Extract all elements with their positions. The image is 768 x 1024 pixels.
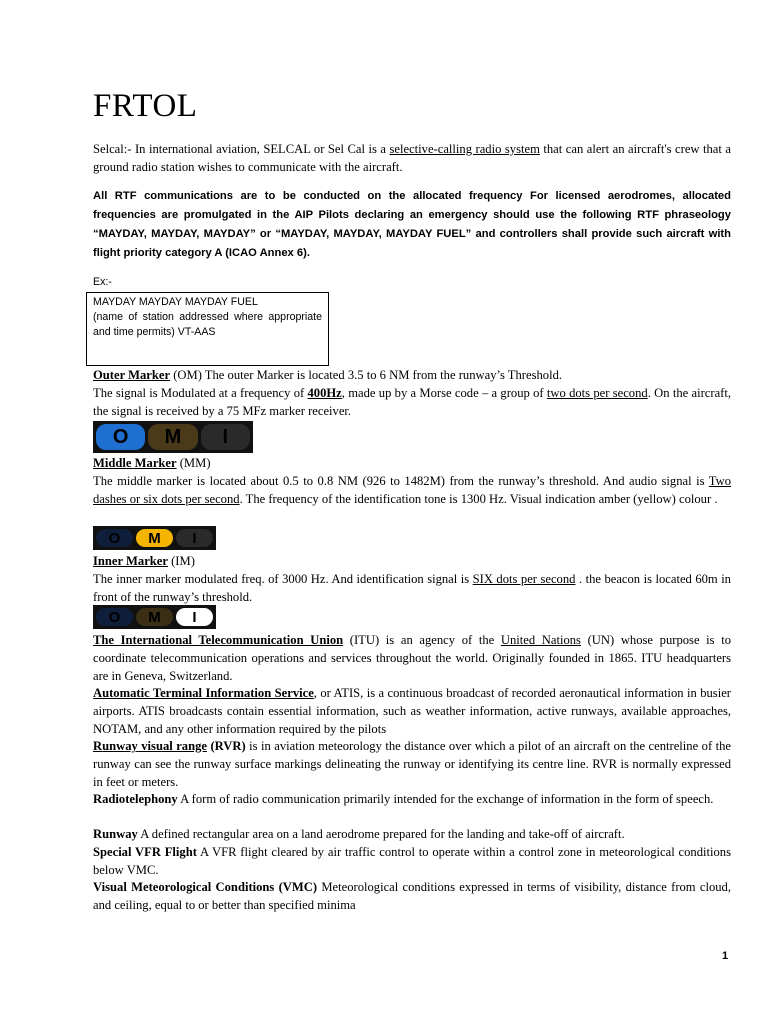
svfr-term: Special VFR Flight (93, 845, 197, 859)
omi-o-lamp: O (96, 529, 133, 547)
omi-indicator-outer (93, 421, 253, 453)
outer-marker-freq: 400Hz (307, 386, 342, 400)
itu-term[interactable]: The International Telecommunication Union (93, 633, 344, 647)
radiotelephony-term: Radiotelephony (93, 792, 178, 806)
example-box (86, 292, 329, 366)
atis-term[interactable]: Automatic Terminal Information Service (93, 686, 314, 700)
outer-marker-pattern: two dots per second (546, 386, 648, 400)
outer-marker-text2: The signal is Modulated at a frequency of (93, 386, 308, 400)
inner-marker-paragraph (93, 552, 731, 606)
selcal-text: Selcal:- In international aviation, SELCAL or Sel Cal is a (93, 142, 390, 156)
atis-paragraph (93, 684, 731, 738)
example-line1: MAYDAY MAYDAY MAYDAY FUEL (93, 296, 258, 308)
rvr-abbr: (RVR) (206, 739, 246, 753)
omi-m-lamp: M (136, 608, 173, 626)
runway-text: A defined rectangular area on a land aerodrome prepared for the landing and take-off of aircraft. (137, 827, 625, 841)
outer-marker-paragraph (93, 366, 731, 420)
outer-marker-text4: . On the aircraft, the signal is received by a 75 MFz marker receiver. (93, 386, 732, 418)
svfr-text: A VFR flight cleared by air traffic control to operate within a control zone in meteorological conditions below VMC. (93, 845, 731, 877)
example-label: Ex:- (93, 276, 112, 288)
omi-i-lamp: I (176, 608, 213, 626)
radiotelephony-paragraph (93, 790, 731, 808)
rtf-paragraph: All RTF communications are to be conducted on the allocated frequency For licensed aerodromes, allocated frequencies are promulgated in the AIP Pilots declaring an emergency should use the following RTF phraseology “MAYDAY, MAYDAY, MAYDAY” or “MAYDAY, MAYDAY, MAYDAY FUEL” and controllers shall provide such aircraft with flight priority category A (ICAO Annex 6). (93, 190, 731, 259)
rvr-term[interactable]: Runway visual range (93, 739, 207, 753)
middle-marker-text1: The middle marker is located about 0.5 to 0.8 NM (926 to 1482M) from the runway’s threshold. And audio signal is (93, 474, 709, 488)
omi-o-lamp: O (96, 608, 133, 626)
middle-marker-abbr: (MM) (176, 456, 211, 470)
selcal-link[interactable]: selective-calling radio system (389, 142, 540, 156)
runway-term: Runway (93, 827, 138, 841)
inner-marker-text2: . the beacon is located 60m in front of the runway’s threshold. (93, 572, 731, 604)
atis-text: , or ATIS, is a continuous broadcast of recorded aeronautical information in busier airports. ATIS broadcasts contain essential information, such as weather information, active runways, available approaches, NOTAM, and any other information required by the pilots (93, 686, 731, 736)
itu-paragraph (93, 631, 731, 685)
omi-i-lamp: I (201, 424, 250, 450)
middle-marker-pattern: Two dashes or six dots per second (93, 474, 731, 506)
omi-m-lamp: M (136, 529, 173, 547)
page-number: 1 (722, 950, 729, 962)
document-title: FRTOL (93, 88, 198, 124)
outer-marker-text3: , made up by a Morse code – a group of (341, 386, 547, 400)
outer-marker-term: Outer Marker (93, 368, 171, 382)
omi-i-lamp: I (176, 529, 213, 547)
inner-marker-abbr: (IM) (167, 554, 195, 568)
rvr-paragraph (93, 737, 731, 791)
runway-paragraph (93, 825, 731, 843)
omi-m-lamp: M (148, 424, 197, 450)
middle-marker-term: Middle Marker (93, 456, 177, 470)
vmc-term: Visual Meteorological Conditions (VMC) (93, 880, 318, 894)
omi-indicator-middle (93, 526, 216, 550)
radiotelephony-text: A form of radio communication primarily intended for the exchange of information in the form of speech. (177, 792, 714, 806)
selcal-paragraph (93, 140, 731, 176)
selcal-text-end: that can alert an aircraft's crew that a ground radio station wishes to communicate with the aircraft. (93, 142, 731, 174)
rvr-text: is in aviation meteorology the distance over which a pilot of an aircraft on the centreline of the runway can see the runway surface markings delineating the runway or identifying its centre line. RVR is normally expressed in feet or meters. (93, 739, 731, 789)
inner-marker-pattern: SIX dots per second (472, 572, 576, 586)
itu-text2: (UN) whose purpose is to coordinate telecommunication operations and services throughout the world. Originally founded in 1865. ITU headquarters are in Geneva, Switzerland. (93, 633, 732, 683)
middle-marker-paragraph (93, 454, 731, 508)
omi-indicator-inner (93, 605, 216, 629)
vmc-text: Meteorological conditions expressed in terms of visibility, distance from cloud, and ceiling, equal to or better than specified minima (93, 880, 731, 912)
svfr-paragraph (93, 843, 731, 879)
inner-marker-term: Inner Marker (93, 554, 168, 568)
vmc-paragraph (93, 878, 731, 914)
example-line2: (name of station addressed where appropriate and time permits) VT-AAS (93, 311, 322, 338)
un-link[interactable]: United Nations (500, 633, 581, 647)
middle-marker-text2: . The frequency of the identification tone is 1300 Hz. Visual indication amber (yellow) colour . (239, 492, 718, 506)
outer-marker-text1: (OM) The outer Marker is located 3.5 to 6 NM from the runway’s Threshold. (170, 368, 563, 382)
inner-marker-text1: The inner marker modulated freq. of 3000 Hz. And identification signal is (93, 572, 473, 586)
omi-o-lamp: O (96, 424, 145, 450)
itu-text1: (ITU) is an agency of the (343, 633, 501, 647)
